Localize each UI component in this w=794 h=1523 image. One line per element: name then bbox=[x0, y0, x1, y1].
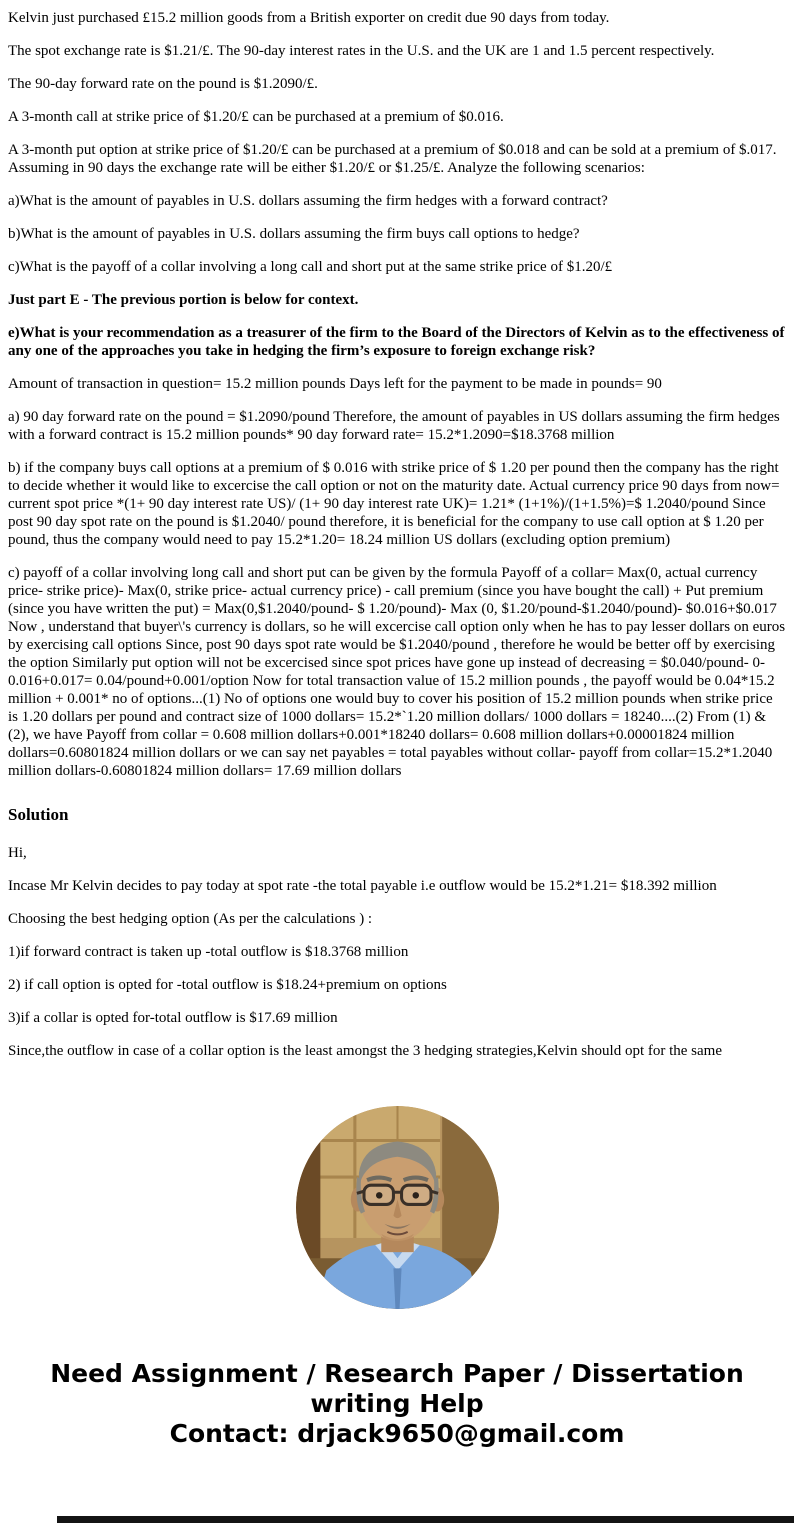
tutor-photo bbox=[296, 1106, 499, 1309]
answer-intro: Amount of transaction in question= 15.2 million pounds Days left for the payment to be made in pounds= 90 bbox=[8, 376, 662, 392]
solution-option-2: 2) if call option is opted for -total outflow is $18.24+premium on options bbox=[8, 977, 447, 993]
answer-part-a: a) 90 day forward rate on the pound = $1.2090/pound Therefore, the amount of payables in US dollars assuming the firm hedges with a forward contract is 15.2 million pounds* 90 day forward rate= 15.2*1.2090=$18.3768 million bbox=[8, 409, 780, 443]
question-part-b: b)What is the amount of payables in U.S. dollars assuming the firm buys call options to hedge? bbox=[8, 226, 580, 242]
solution-paragraph: Choosing the best hedging option (As per the calculations ) : bbox=[8, 911, 373, 927]
solution-paragraph: Incase Mr Kelvin decides to pay today at spot rate -the total payable i.e outflow would be 15.2*1.21= $18.392 million bbox=[8, 878, 717, 894]
question-part-a: a)What is the amount of payables in U.S. dollars assuming the firm hedges with a forward contract? bbox=[8, 193, 608, 209]
question-part-c: c)What is the payoff of a collar involving a long call and short put at the same strike price of $1.20/£ bbox=[8, 259, 613, 275]
footer-contact-email: Contact: drjack9650@gmail.com bbox=[169, 1419, 625, 1448]
solution-greeting: Hi, bbox=[8, 845, 27, 861]
question-paragraph: A 3-month call at strike price of $1.20/£ can be purchased at a premium of $0.016. bbox=[8, 109, 504, 125]
tutor-photo-graphic bbox=[296, 1106, 499, 1309]
context-note: Just part E - The previous portion is below for context. bbox=[8, 292, 359, 308]
question-paragraph: The spot exchange rate is $1.21/£. The 90-day interest rates in the U.S. and the UK are 1 and 1.5 percent respectively. bbox=[8, 43, 715, 59]
solution-conclusion: Since,the outflow in case of a collar option is the least amongst the 3 hedging strategies,Kelvin should opt for the same bbox=[8, 1043, 723, 1059]
bottom-strip bbox=[57, 1516, 794, 1523]
solution-option-1: 1)if forward contract is taken up -total outflow is $18.3768 million bbox=[8, 944, 409, 960]
question-paragraph: Kelvin just purchased £15.2 million goods from a British exporter on credit due 90 days from today. bbox=[8, 10, 610, 26]
solution-heading: Solution bbox=[8, 805, 69, 824]
question-part-e: e)What is your recommendation as a treasurer of the firm to the Board of the Directors of Kelvin as to the effectiveness of any one of the approaches you take in hedging the firm’s exposure to foreign exchange risk? bbox=[8, 325, 785, 359]
solution-option-3: 3)if a collar is opted for-total outflow is $17.69 million bbox=[8, 1010, 338, 1026]
footer-banner bbox=[8, 1359, 786, 1449]
answer-part-c: c) payoff of a collar involving long call and short put can be given by the formula Payoff of a collar= Max(0, actual currency price- strike price)- Max(0, strike price- actual currency price) - call premium (since you have bought the call) + Put premium (since you have written the put) = Max(0,$1.2040/pound- $ 1.20/pound)- Max (0, $1.20/pound-$1.2040/pound)- $0.016+$0.017 Now , understand that buyer\'s currency is dollars, so he will excercise call option only when he has to pay lesser dollars on euros by exercising call options Since, post 90 days spot rate would be $1.2040/pound , therefore he would be better off by exercising the option Similarly put option will not be excercised since spot prices have gone up instead of decreasing = $0.040/pound- 0-0.016+0.017= 0.04/pound+0.001/option Now for total transaction value of 15.2 million pounds , the payoff would be 0.04*15.2 million + 0.001* no of options...(1) No of options one would buy to cover his position of 15.2 million pounds when strike price is 1.20 dollars per pound and contract size of 1000 dollars= 15.2*`1.20 million dollars/ 1000 dollars = 18240....(2) From (1) & (2), we have Payoff from collar = 0.608 million dollars+0.001*18240 dollars= 0.608 million dollars+0.00001824 million dollars=0.60801824 million dollars or we can say net payables = total payables without collar- payoff from collar=15.2*1.2040 million dollars-0.60801824 million dollars= 17.69 million dollars bbox=[8, 565, 786, 779]
question-paragraph: The 90-day forward rate on the pound is $1.2090/£. bbox=[8, 76, 318, 92]
answer-part-b: b) if the company buys call options at a premium of $ 0.016 with strike price of $ 1.20 per pound then the company has the right to decide whether it would like to excercise the call option or not on the maturity date. Actual currency price 90 days from now= current spot price *(1+ 90 day interest rate US)/ (1+ 90 day interest rate UK)= 1.21* (1+1%)/(1+1.5%)=$ 1.2040/pound Since post 90 day spot rate on the pound is $1.2040/ pound therefore, it is beneficial for the company to use call option at $ 1.20 per pound, thus the company would need to pay 15.2*1.20= 18.24 million US dollars (excluding option premium) bbox=[8, 460, 780, 548]
footer-help-text: Need Assignment / Research Paper / Dissertation writing Help bbox=[50, 1359, 744, 1418]
question-paragraph: A 3-month put option at strike price of $1.20/£ can be purchased at a premium of $0.018 and can be sold at a premium of $.017. Assuming in 90 days the exchange rate will be either $1.20/£ or $1.25/£. Analyze the following scenarios: bbox=[8, 142, 777, 176]
